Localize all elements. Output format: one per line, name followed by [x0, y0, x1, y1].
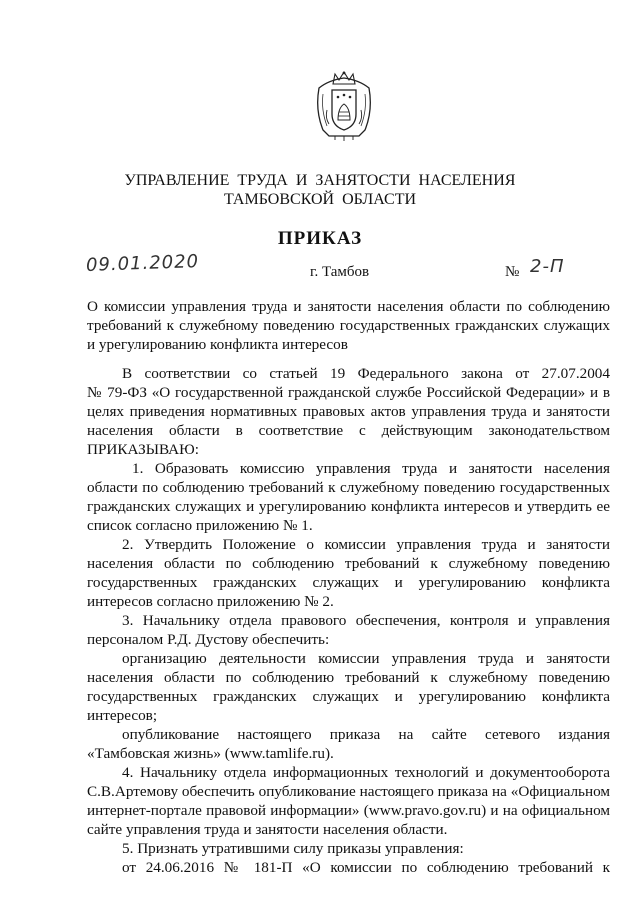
coat-of-arms-emblem: [315, 70, 373, 142]
body-line: интересов;: [87, 707, 158, 724]
body-line: интересов согласно приложению № 2.: [87, 593, 334, 610]
body-line: 3. Начальнику отдела правового обеспечения, контроля и управления: [122, 612, 610, 629]
body-line: 2. Утвердить Положение о комиссии управления труда и занятости: [122, 536, 610, 553]
body-line: 5. Признать утратившими силу приказы управления:: [122, 840, 464, 857]
document-number: 2-П: [530, 256, 565, 277]
body-line: государственных гражданских служащих и урегулированию конфликта: [87, 574, 610, 591]
body-line: сайте управления труда и занятости населения области.: [87, 821, 448, 838]
body-line: области по соблюдению требований к служебному поведению государственных: [87, 479, 610, 496]
body-line: № 79-ФЗ «О государственной гражданской службе Российской Федерации» и в: [87, 384, 610, 401]
body-line: С.В.Артемову обеспечить опубликование настоящего приказа на «Официальном: [87, 783, 610, 800]
body-line: В соответствии со статьей 19 Федерального закона от 27.07.2004: [122, 365, 610, 382]
document-number-label: №: [505, 264, 520, 280]
document-title: ПРИКАЗ: [277, 228, 363, 249]
body-line: государственных гражданских служащих и урегулированию конфликта: [87, 688, 610, 705]
body-line: ПРИКАЗЫВАЮ:: [87, 441, 199, 458]
body-line: организацию деятельности комиссии управления труда и занятости: [122, 650, 610, 667]
body-line: населения области по соблюдению требований к служебному поведению: [87, 669, 610, 686]
body-line: населения области по соблюдению требований к служебному поведению: [87, 555, 610, 572]
body-line: список согласно приложению № 1.: [87, 517, 313, 534]
document-city: г. Тамбов: [310, 264, 370, 280]
body-line: интернет-портале правовой информации» (www.pravo.gov.ru) и на официальном: [87, 802, 610, 819]
subject-line: требований к служебному поведению государственных гражданских служащих: [87, 317, 610, 334]
body-line: опубликование настоящего приказа на сайте сетевого издания: [122, 726, 610, 743]
org-name-line2: ТАМБОВСКОЙ ОБЛАСТИ: [223, 191, 417, 208]
subject-line: О комиссии управления труда и занятости населения области по соблюдению: [87, 298, 610, 315]
body-line: населения области в соответствие с действующим законодательством: [87, 422, 610, 439]
body-line: целях приведения нормативных правовых актов управления труда и занятости: [87, 403, 610, 420]
body-line: гражданских служащих и урегулированию конфликта интересов и утвердить ее: [87, 498, 610, 515]
body-line: от 24.06.2016 № 181-П «О комиссии по соблюдению требований к: [122, 859, 610, 876]
org-name-line1: УПРАВЛЕНИЕ ТРУДА И ЗАНЯТОСТИ НАСЕЛЕНИЯ: [124, 172, 516, 189]
body-line: 1. Образовать комиссию управления труда и занятости населения: [132, 460, 610, 477]
body-line: 4. Начальнику отдела информационных технологий и документооборота: [122, 764, 610, 781]
body-line: персоналом Р.Д. Дустову обеспечить:: [87, 631, 330, 648]
subject-line: и урегулированию конфликта интересов: [87, 336, 348, 353]
body-line: «Тамбовская жизнь» (www.tamlife.ru).: [87, 745, 334, 762]
document-date: 09.01.2020: [85, 251, 200, 276]
